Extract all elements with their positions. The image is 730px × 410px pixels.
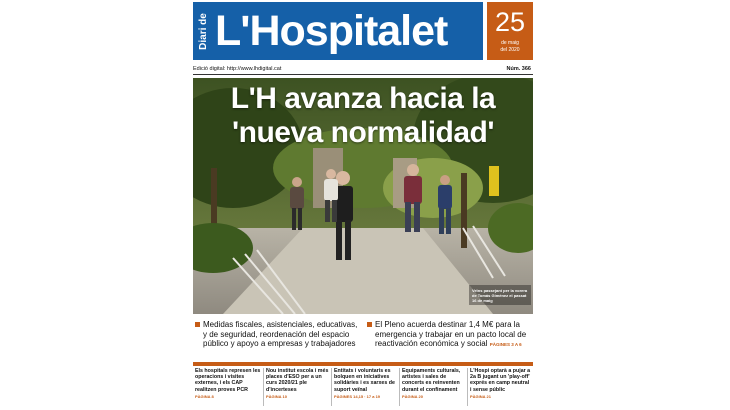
column-divider bbox=[467, 368, 468, 406]
column-divider bbox=[331, 368, 332, 406]
info-bar bbox=[193, 64, 533, 74]
digital-edition-link[interactable]: Edició digital: http://www.lhdigital.cat bbox=[193, 66, 282, 72]
brief-page: PÀGINES 14,15 · 17 a 19 bbox=[334, 393, 381, 399]
date-year: del 2020 bbox=[500, 47, 520, 53]
logo-diari-label: Diari de bbox=[197, 13, 209, 50]
divider bbox=[193, 74, 533, 75]
headline-line-2: 'nueva normalidad' bbox=[232, 116, 494, 149]
brief-page: PÀGINA 10 bbox=[266, 393, 287, 399]
headline-line-1: L'H avanza hacia la bbox=[230, 82, 496, 115]
teaser-text: El Pleno acuerda destinar 1,4 M€ para la emergencia y trabajar en un pacto local de reactivación económica y social bbox=[375, 320, 527, 348]
brief-item[interactable] bbox=[195, 368, 261, 408]
teaser-text: Medidas fiscales, asistenciales, educativas, y de seguridad, reordenación del espacio público y apoyo a empresas y trabajadores bbox=[203, 320, 358, 348]
brief-text: Nou institut escola i més places d'ESO per a un curs 2020/21 ple d'incerteses bbox=[266, 368, 329, 393]
headline bbox=[193, 82, 533, 150]
brief-page: PÀGINA 20 bbox=[402, 393, 423, 399]
teaser-page-ref: PÀGINES 3 A 6 bbox=[489, 342, 522, 347]
masthead bbox=[191, 0, 537, 62]
brief-text: Els hospitals represen les operacions i visites externes, i els CAP realitzen proves PCR bbox=[195, 368, 261, 393]
brief-text: L'Hospi optarà a pujar a 2a B jugant un 'play-off' exprés en camp neutral i sense públic bbox=[470, 368, 531, 393]
brief-page: PÀGINA 8 bbox=[195, 393, 214, 399]
brief-item[interactable] bbox=[470, 368, 532, 408]
brief-item[interactable] bbox=[334, 368, 400, 408]
date-box bbox=[487, 2, 533, 60]
teasers bbox=[193, 318, 533, 360]
orange-divider bbox=[193, 362, 533, 366]
briefs-row bbox=[193, 368, 533, 408]
photo-caption: Veïns passejant per la vorera de Tomás Giménez el passat 16 de maig bbox=[472, 288, 528, 303]
logo bbox=[193, 2, 483, 60]
brief-page: PÀGINA 21 bbox=[470, 393, 491, 399]
newspaper-front-page bbox=[191, 0, 537, 410]
cover-photo bbox=[193, 78, 533, 314]
issue-number: Núm. 366 bbox=[506, 66, 531, 72]
brief-item[interactable] bbox=[402, 368, 468, 408]
column-divider bbox=[263, 368, 264, 406]
date-day: 25 bbox=[494, 7, 526, 37]
bullet-square-icon bbox=[367, 322, 372, 327]
brief-text: Entitats i voluntaris es bolquen en iniciatives solidàries i es xarxes de suport veïnal bbox=[334, 368, 395, 393]
bullet-square-icon bbox=[195, 322, 200, 327]
column-divider bbox=[399, 368, 400, 406]
date-month: de maig bbox=[501, 40, 519, 46]
brief-item[interactable] bbox=[266, 368, 332, 408]
brief-text: Equipaments culturals, artistes i sales de concerts es reinventen durant el confinament bbox=[402, 368, 461, 393]
logo-name: L'Hospitalet bbox=[215, 7, 448, 55]
